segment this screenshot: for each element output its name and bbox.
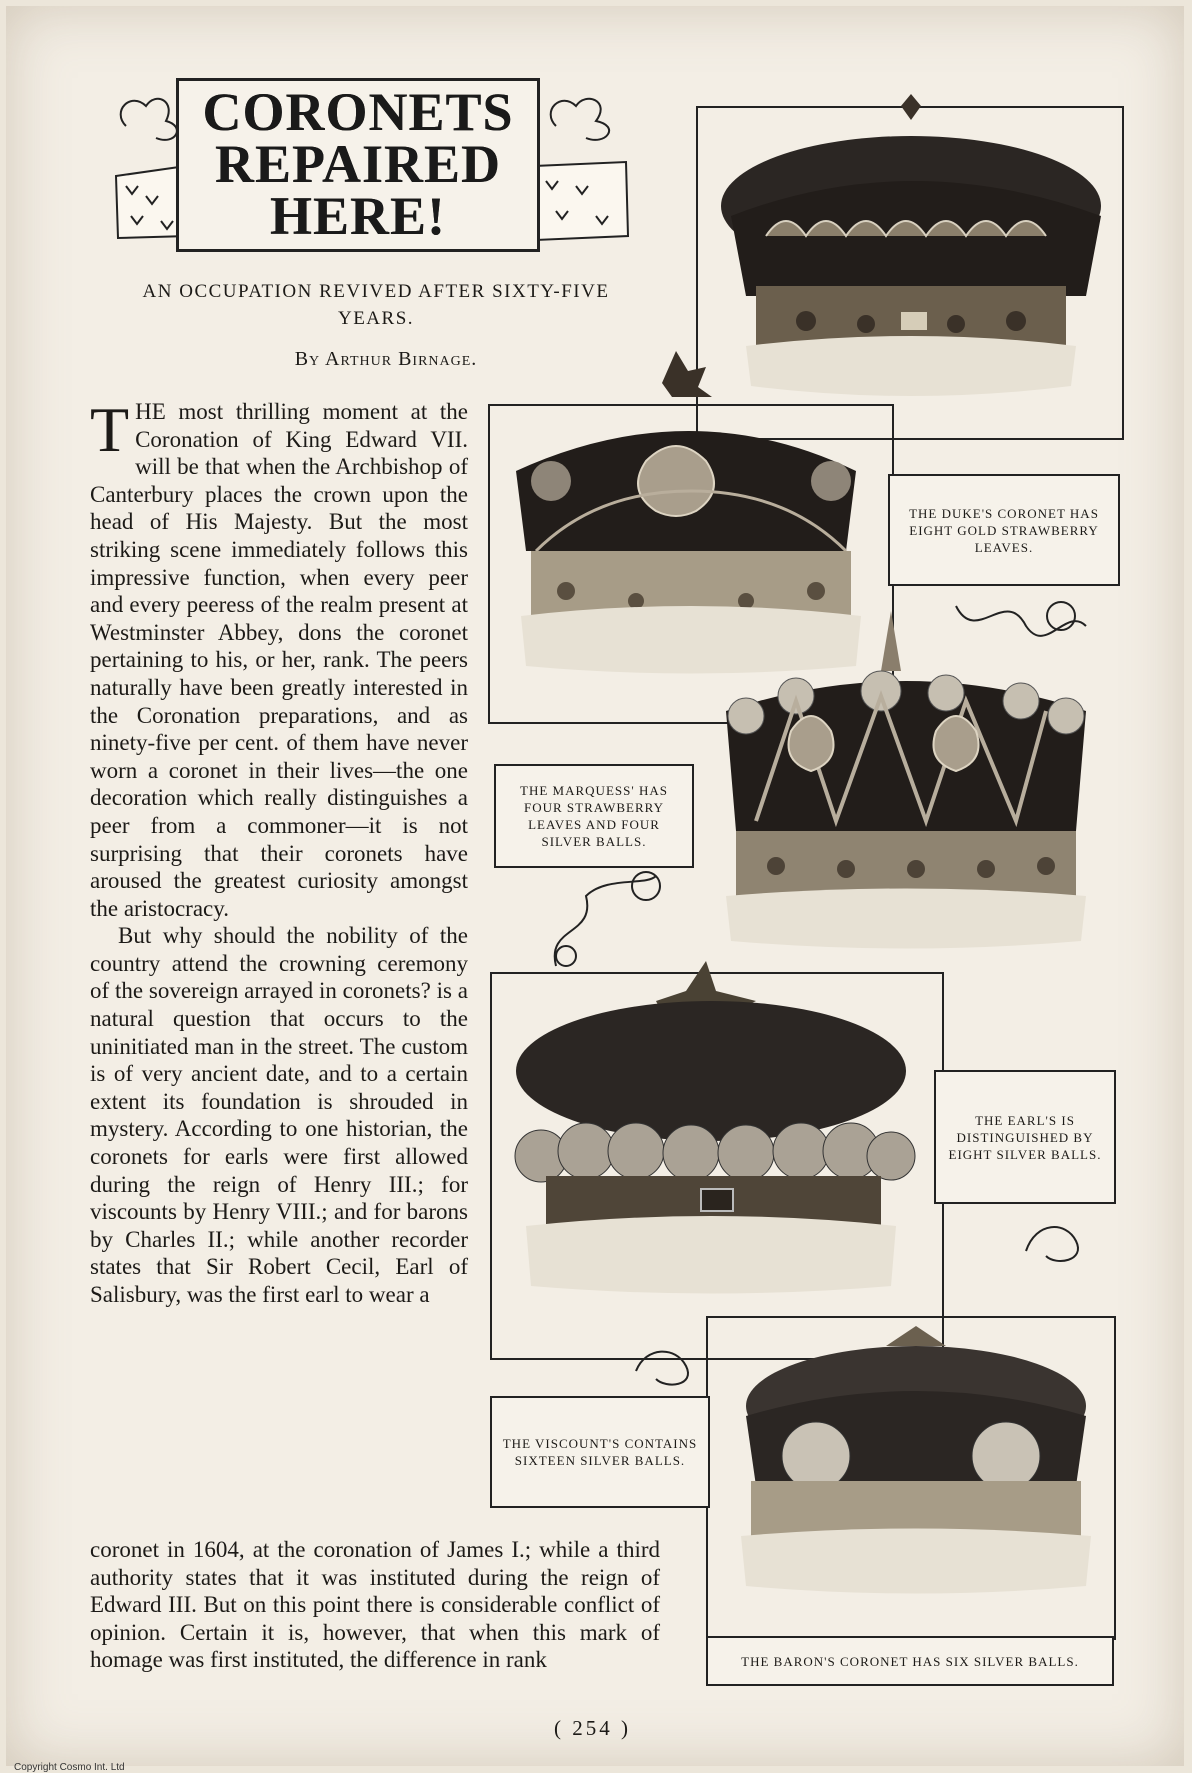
caption-marquess: THE MARQUESS' HAS FOUR STRAWBERRY LEAVES AND FOUR SILVER BALLS.	[494, 764, 694, 868]
floral-ornament	[946, 586, 1096, 656]
title-panel	[176, 78, 540, 252]
paragraph-1: THE most thrilling moment at the Coronation of King Edward VII. will be that when the Archbishop of Canterbury places the crown upon the head of His Majesty. But the most striking scene immediately follows this impressive function, when every peer and every peeress of the realm present at Westminster Abbey, dons the coronet pertaining to his, or her, rank. The peers naturally have been greatly interested in the Coronation preparations, and as ninety-five per cent. of them have never worn a coronet in their lives—the one decoration which really distinguishes a peer from a commoner—it is not surprising that their coronets have aroused the greatest curiosity amongst the aristocracy.	[90, 394, 468, 921]
copyright-credit: Copyright Cosmo Int. Ltd	[14, 1762, 125, 1773]
magazine-page	[6, 6, 1184, 1773]
paragraph-2: But why should the nobility of the country attend the crowning ceremony of the sovereign arrayed in coronets? is a natural question that occurs to the uninitiated man in the street. The custom is of very ancient date, and to a certain extent its foundation is shrouded in mystery. According to one historian, the coronets for earls were first allowed during the reign of Henry III.; for viscounts by Henry VIII.; and for barons by Charles II.; while another recorder states that Sir Robert Cecil, Earl of Salisbury, was the first earl to wear a	[90, 923, 468, 1307]
floral-ornament	[1016, 1211, 1096, 1271]
article-byline: By Arthur Birnage.	[294, 348, 478, 370]
body-column-wide	[90, 1536, 660, 1674]
floral-ornament	[536, 866, 686, 976]
earl-coronet-photo	[706, 611, 1106, 991]
baron-coronet-photo	[726, 1306, 1106, 1606]
floral-ornament	[626, 1341, 716, 1391]
paragraph-3: coronet in 1604, at the coronation of James I.; while a third authority states that it was instituted during the reign of Edward III. But on this point there is considerable conflict of opinion. Certain it is, however, that when this mark of homage was first instituted, the difference in rank	[90, 1537, 660, 1673]
page-number: ( 254 )	[554, 1716, 631, 1740]
body-column-narrow	[90, 394, 468, 1309]
title-line-2: REPAIRED	[214, 134, 501, 194]
article-subtitle: AN OCCUPATION REVIVED AFTER SIXTY-FIVE YEARS.	[142, 281, 610, 329]
caption-earl: THE EARL'S IS DISTINGUISHED BY EIGHT SILVER BALLS.	[934, 1070, 1116, 1204]
caption-viscount: THE VISCOUNT'S CONTAINS SIXTEEN SILVER BALLS.	[490, 1396, 710, 1508]
caption-duke: THE DUKE'S CORONET HAS EIGHT GOLD STRAWBERRY LEAVES.	[888, 474, 1120, 586]
drop-cap: T	[90, 394, 130, 465]
title-line-1: CORONETS	[202, 82, 514, 142]
caption-baron: THE BARON'S CORONET HAS SIX SILVER BALLS.	[706, 1636, 1114, 1686]
title-line-3: HERE!	[269, 186, 447, 246]
title-ornament-right	[526, 86, 636, 246]
viscount-coronet-photo	[506, 961, 926, 1311]
